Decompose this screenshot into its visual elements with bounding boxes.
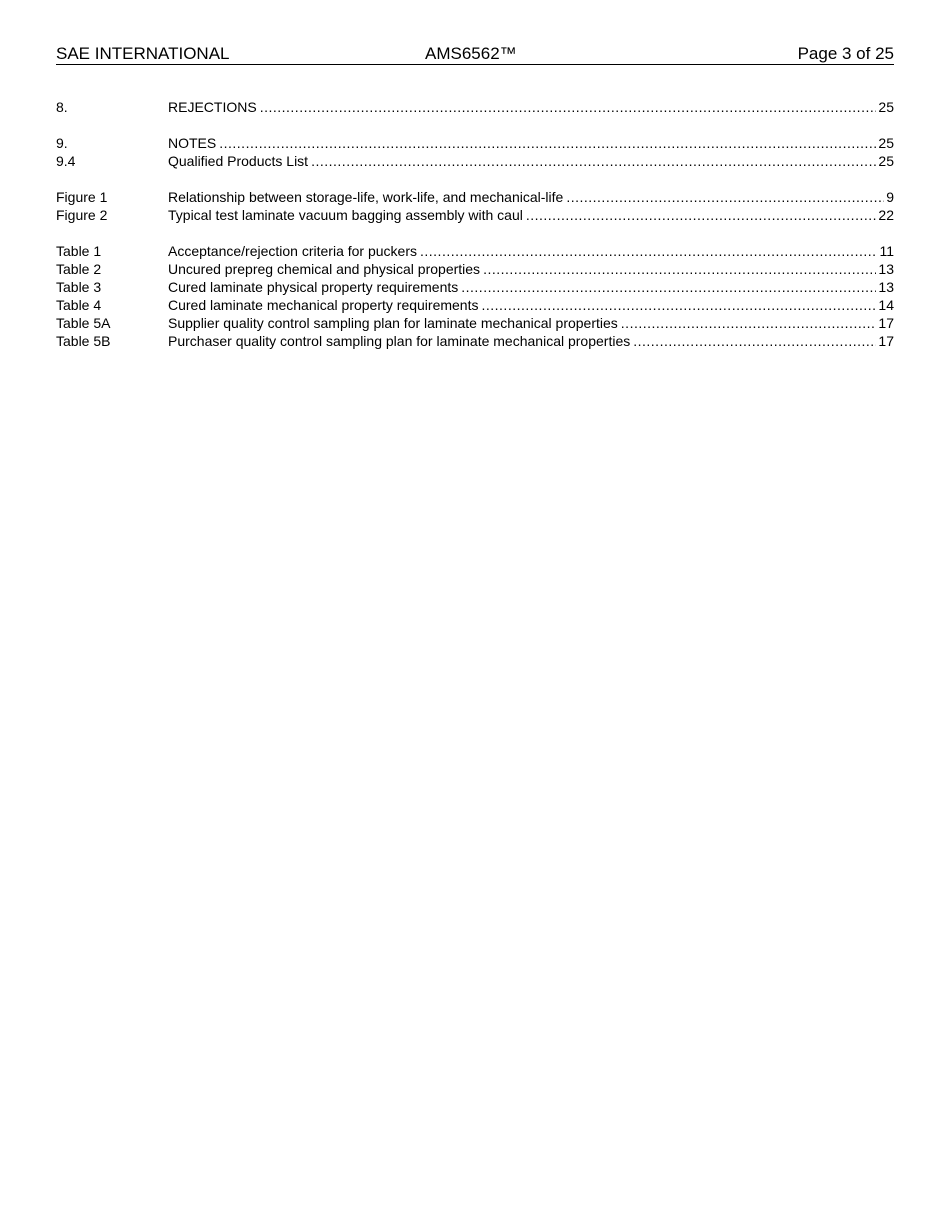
toc-entry[interactable] [56, 98, 894, 116]
toc-entry-page: 22 [878, 207, 894, 223]
toc-entry[interactable] [56, 260, 894, 278]
toc-entry-title: NOTES [168, 135, 217, 151]
toc-entry[interactable] [56, 332, 894, 350]
table-of-contents [56, 98, 894, 368]
toc-entry-page: 25 [878, 153, 894, 169]
toc-dot-leader [311, 152, 876, 170]
toc-dot-leader [461, 278, 876, 296]
toc-entry-page: 9 [886, 189, 894, 205]
toc-dot-leader [566, 188, 884, 206]
toc-entry-title: Purchaser quality control sampling plan for laminate mechanical properties [168, 333, 631, 349]
toc-dot-leader [483, 260, 876, 278]
toc-entry-number: Table 5B [56, 333, 111, 349]
toc-entry-title: Uncured prepreg chemical and physical properties [168, 261, 481, 277]
toc-entry[interactable] [56, 152, 894, 170]
toc-entry-number: Table 2 [56, 261, 102, 277]
toc-entry[interactable] [56, 278, 894, 296]
toc-entry-number: Table 1 [56, 243, 102, 259]
toc-entry[interactable] [56, 134, 894, 152]
toc-dot-leader [621, 314, 877, 332]
toc-entry-number: 9. [56, 135, 68, 151]
toc-entry-number: Table 5A [56, 315, 111, 331]
toc-entry-page: 14 [878, 297, 894, 313]
toc-entry-title: Cured laminate physical property requirements [168, 279, 459, 295]
toc-entry-number: 9.4 [56, 153, 76, 169]
page-header [56, 44, 894, 65]
toc-dot-leader [481, 296, 876, 314]
toc-entry-page: 17 [878, 333, 894, 349]
toc-entry[interactable] [56, 314, 894, 332]
toc-entry[interactable] [56, 206, 894, 224]
toc-entry-page: 13 [878, 279, 894, 295]
header-page-number: Page 3 of 25 [797, 44, 894, 63]
toc-entry-title: Acceptance/rejection criteria for puckers [168, 243, 417, 259]
toc-entry[interactable] [56, 242, 894, 260]
toc-entry-number: Table 4 [56, 297, 102, 313]
toc-entry-title: Typical test laminate vacuum bagging assembly with caul [168, 207, 523, 223]
toc-dot-leader [633, 332, 876, 350]
toc-entry-title: REJECTIONS [168, 99, 257, 115]
toc-entry-title: Supplier quality control sampling plan for laminate mechanical properties [168, 315, 618, 331]
toc-entry-title: Cured laminate mechanical property requirements [168, 297, 479, 313]
toc-group-figures [56, 188, 894, 224]
toc-entry-title: Relationship between storage-life, work-life, and mechanical-life [168, 189, 564, 205]
toc-group-tables [56, 242, 894, 350]
toc-group-notes [56, 134, 894, 170]
toc-entry-number: Table 3 [56, 279, 102, 295]
toc-dot-leader [260, 98, 877, 116]
toc-entry[interactable] [56, 296, 894, 314]
toc-entry-number: Figure 1 [56, 189, 108, 205]
header-document-number: AMS6562™ [425, 44, 517, 63]
toc-entry-page: 25 [878, 99, 894, 115]
toc-entry-page: 25 [878, 135, 894, 151]
toc-entry-number: 8. [56, 99, 68, 115]
toc-entry-page: 13 [878, 261, 894, 277]
toc-entry-number: Figure 2 [56, 207, 108, 223]
toc-entry[interactable] [56, 188, 894, 206]
toc-dot-leader [526, 206, 877, 224]
toc-entry-title: Qualified Products List [168, 153, 309, 169]
toc-dot-leader [420, 242, 877, 260]
header-organization: SAE INTERNATIONAL [56, 44, 230, 63]
toc-group-rejections [56, 98, 894, 116]
toc-entry-page: 11 [879, 243, 894, 259]
toc-entry-page: 17 [878, 315, 894, 331]
toc-dot-leader [219, 134, 876, 152]
